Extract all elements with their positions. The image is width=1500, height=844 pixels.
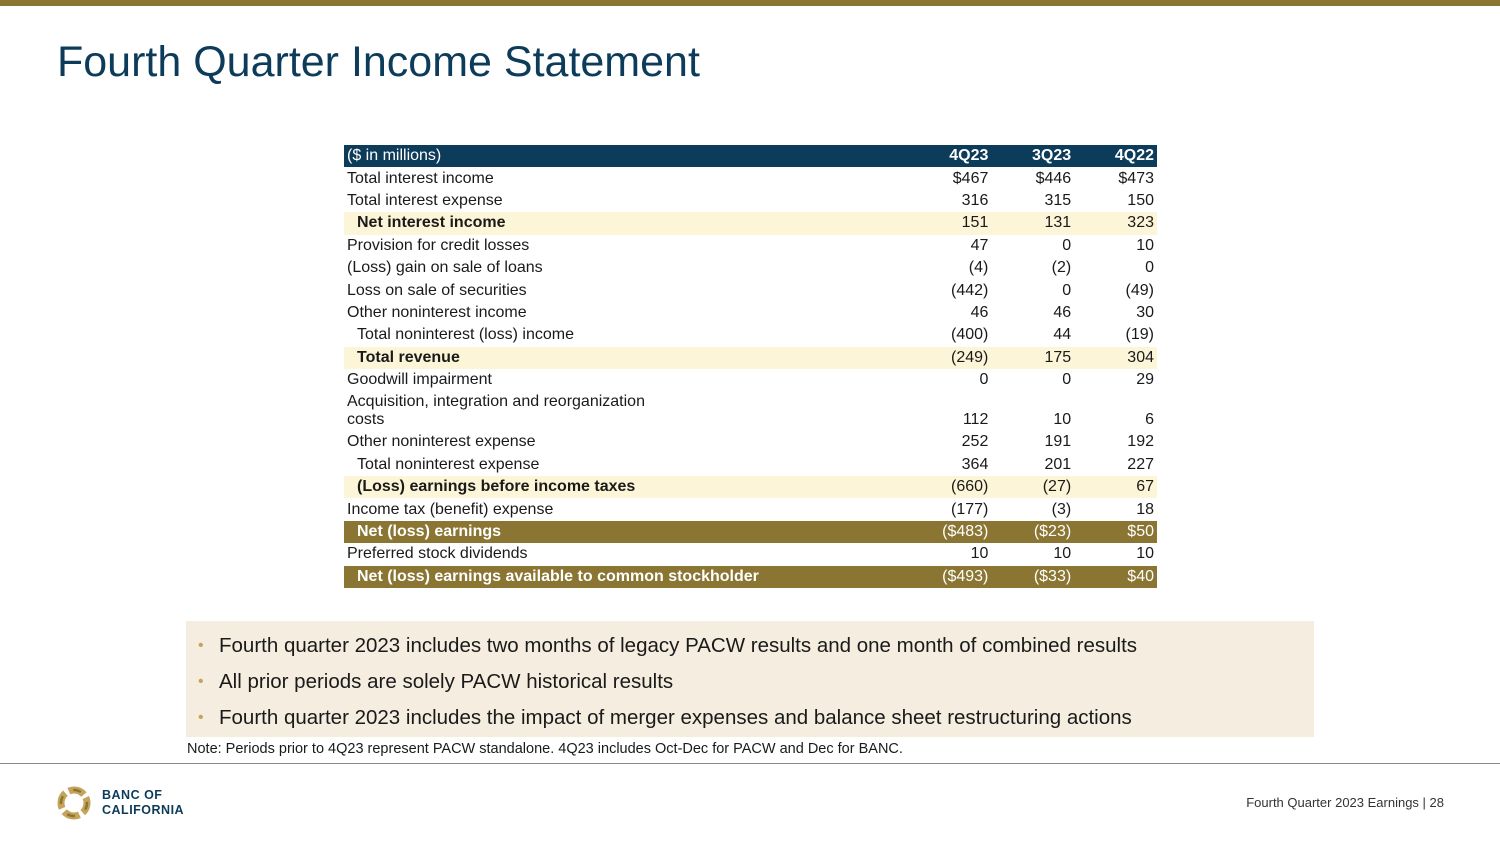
cell-4q23: (177): [951, 500, 989, 518]
header-col-3q23: 3Q23: [991, 145, 1074, 167]
cell-4q22: 10: [1136, 236, 1154, 254]
cell-4q22: $473: [1118, 169, 1154, 187]
row-label: Preferred stock dividends: [347, 545, 528, 563]
cell-3q23: 315: [1044, 191, 1072, 209]
footer-page-label: Fourth Quarter 2023 Earnings | 28: [1246, 795, 1444, 810]
cell-3q23: 0: [1062, 281, 1072, 299]
row-label: Total noninterest (loss) income: [357, 326, 574, 344]
cell-4q23: 252: [961, 433, 989, 451]
cell-3q23: 44: [1053, 326, 1072, 344]
row-label: Income tax (benefit) expense: [347, 500, 554, 518]
row-label: Total revenue: [344, 347, 907, 369]
row-label: Net interest income: [344, 212, 907, 234]
cell-4q23: ($493): [907, 566, 991, 588]
row-label: Net (loss) earnings available to common stockholder: [344, 566, 907, 588]
footer-divider: [0, 763, 1500, 764]
cell-4q22: 304: [1074, 347, 1157, 369]
notes-callout: [186, 621, 1314, 737]
cell-3q23: 46: [1053, 303, 1072, 321]
cell-3q23: 0: [1062, 236, 1072, 254]
cell-4q22: 30: [1136, 303, 1154, 321]
list-item: [198, 628, 1314, 664]
income-statement-table: [344, 145, 1157, 588]
bullet-text: Fourth quarter 2023 includes two months of legacy PACW results and one month of combined results: [219, 634, 1138, 657]
cell-3q23: (27): [991, 476, 1074, 498]
table-row: [344, 369, 1157, 391]
cell-3q23: 201: [1044, 455, 1072, 473]
list-item: [198, 664, 1314, 700]
bullet-text: All prior periods are solely PACW historical results: [219, 670, 674, 693]
row-label: Other noninterest income: [347, 303, 527, 321]
cell-4q23: (400): [951, 326, 989, 344]
table-header-row: [344, 145, 1157, 167]
row-label: Acquisition, integration and reorganization costs: [347, 393, 645, 429]
table-row-total: [344, 566, 1157, 588]
logo-wordmark: [102, 788, 184, 817]
bullet-text: Fourth quarter 2023 includes the impact of merger expenses and balance sheet restructuring actions: [219, 706, 1132, 729]
cell-4q23: (249): [907, 347, 991, 369]
cell-3q23: 175: [991, 347, 1074, 369]
footnote: Note: Periods prior to 4Q23 represent PACW standalone. 4Q23 includes Oct-Dec for PACW and Dec for BANC.: [187, 741, 903, 757]
notes-bullet-list: [186, 621, 1314, 736]
header-units-label: ($ in millions): [344, 145, 907, 167]
cell-4q23: 0: [979, 371, 989, 389]
cell-4q23: 151: [907, 212, 991, 234]
row-label: Loss on sale of securities: [347, 281, 527, 299]
table-row: [344, 431, 1157, 453]
list-item: [198, 700, 1314, 736]
cell-4q23: ($483): [907, 521, 991, 543]
cell-4q23: (660): [907, 476, 991, 498]
cell-4q23: 46: [970, 303, 989, 321]
cell-3q23: 10: [1053, 545, 1072, 563]
cell-4q22: 29: [1136, 371, 1154, 389]
cell-4q23: 10: [970, 545, 989, 563]
cell-4q23: (4): [968, 259, 989, 277]
cell-4q23: 47: [970, 236, 989, 254]
row-label: Net (loss) earnings: [344, 521, 907, 543]
cell-4q22: 67: [1074, 476, 1157, 498]
cell-4q22: 150: [1127, 191, 1154, 209]
row-label: Total interest income: [347, 169, 494, 187]
table-row-highlighted: [344, 347, 1157, 369]
cell-3q23: (2): [1051, 259, 1072, 277]
cell-4q22: 192: [1127, 433, 1154, 451]
logo-line-1: BANC OF: [102, 788, 163, 802]
table-row-highlighted: [344, 212, 1157, 234]
bullet-icon: •: [198, 637, 204, 654]
table-row: [344, 235, 1157, 257]
cell-3q23: ($23): [991, 521, 1074, 543]
table-row: [344, 324, 1157, 346]
cell-4q22: $50: [1074, 521, 1157, 543]
table-row: [344, 498, 1157, 520]
row-label: Goodwill impairment: [347, 371, 492, 389]
row-label: (Loss) gain on sale of loans: [347, 259, 543, 277]
cell-3q23: (3): [1051, 500, 1072, 518]
table-row: [344, 454, 1157, 476]
table-row: [344, 543, 1157, 565]
table-row: [344, 391, 1157, 431]
header-col-4q22: 4Q22: [1074, 145, 1157, 167]
cell-4q23: 112: [962, 411, 989, 429]
cell-4q22: 10: [1136, 545, 1154, 563]
logo-line-2: CALIFORNIA: [102, 802, 185, 817]
bullet-icon: •: [198, 709, 204, 726]
page-title: Fourth Quarter Income Statement: [57, 38, 700, 86]
cell-3q23: 10: [1053, 411, 1072, 429]
table-row: [344, 257, 1157, 279]
table-row-highlighted: [344, 476, 1157, 498]
cell-4q22: $40: [1074, 566, 1157, 588]
table-row: [344, 190, 1157, 212]
cell-4q22: 323: [1074, 212, 1157, 234]
cell-4q22: 227: [1127, 455, 1154, 473]
cell-4q22: (49): [1125, 281, 1154, 299]
top-accent-bar: [0, 0, 1500, 6]
bullet-icon: •: [198, 673, 204, 690]
row-label: Other noninterest expense: [347, 433, 536, 451]
cell-4q23: (442): [951, 281, 989, 299]
cell-4q23: 316: [961, 191, 989, 209]
cell-4q22: 6: [1145, 411, 1154, 429]
cell-4q22: 0: [1145, 259, 1154, 277]
cell-3q23: 131: [991, 212, 1074, 234]
cell-4q22: 18: [1136, 500, 1154, 518]
table-row: [344, 167, 1157, 189]
header-col-4q23: 4Q23: [907, 145, 991, 167]
row-label: (Loss) earnings before income taxes: [344, 476, 907, 498]
table-row-total: [344, 521, 1157, 543]
table-row: [344, 279, 1157, 301]
row-label: Total noninterest expense: [357, 455, 540, 473]
row-label: Total interest expense: [347, 191, 503, 209]
cell-3q23: $446: [1035, 169, 1072, 187]
cell-4q23: $467: [952, 169, 989, 187]
table-row: [344, 302, 1157, 324]
cell-3q23: 0: [1062, 371, 1072, 389]
cell-4q23: 364: [961, 455, 989, 473]
cell-4q22: (19): [1125, 326, 1154, 344]
banc-of-california-logo-icon: [56, 785, 92, 821]
cell-3q23: 191: [1044, 433, 1072, 451]
cell-3q23: ($33): [991, 566, 1074, 588]
row-label: Provision for credit losses: [347, 236, 530, 254]
